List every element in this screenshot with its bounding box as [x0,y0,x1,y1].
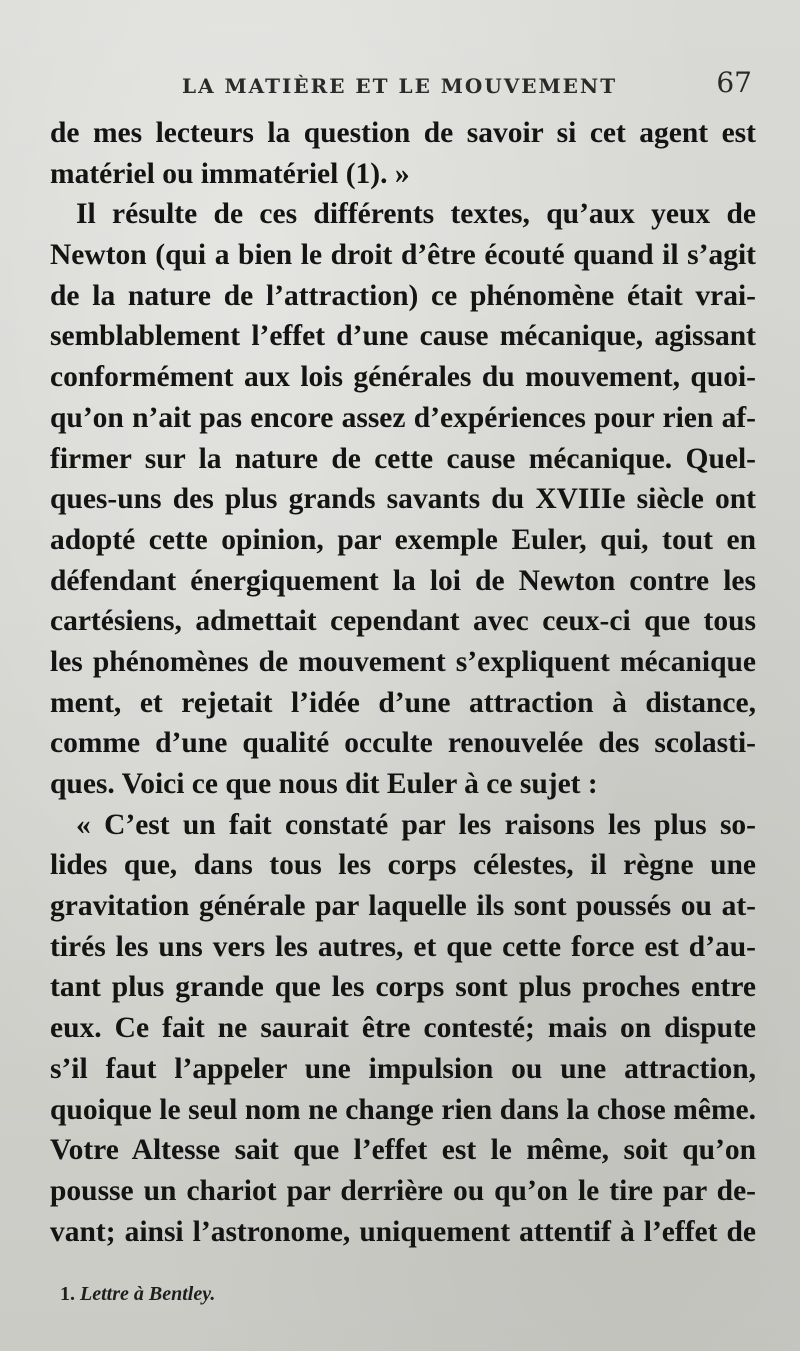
text-line: les phénomènes de mouvement s’expliquent mécanique [50,645,756,678]
text-line: firmer sur la nature de cette cause mécanique. Quel- [50,442,756,475]
text-line: gravitation générale par laquelle ils sont poussés ou at- [50,890,756,923]
text-line: vant; ainsi l’astronome, uniquement attentif à l’effet de [50,1215,756,1248]
text-line: tirés les uns vers les autres, et que cette force est d’au- [50,930,756,963]
text-line: cartésiens, admettait cependant avec ceux-ci que tous [50,605,756,638]
text-line: Newton (qui a bien le droit d’être écouté quand il s’agit [50,239,756,272]
footnote-number: 1. [60,1283,75,1305]
text-line: quoique le seul nom ne change rien dans la chose même. [50,1093,756,1126]
text-line: « C’est un fait constaté par les raisons les plus so- [76,808,756,841]
running-head: LA MATIÈRE ET LE MOUVEMENT [182,74,618,98]
text-line: s’il faut l’appeler une impulsion ou une attraction, [50,1052,756,1085]
text-line: conformément aux lois générales du mouvement, quoi- [50,361,756,394]
text-line: comme d’une qualité occulte renouvelée des scolasti- [50,727,756,760]
text-line: Votre Altesse sait que l’effet est le même, soit qu’on [50,1134,756,1167]
text-line: ques-uns des plus grands savants du XVIIIe siècle ont [50,483,756,516]
text-line: tant plus grande que les corps sont plus proches entre [50,971,756,1004]
text-line: ques. Voici ce que nous dit Euler à ce sujet : [50,768,598,800]
text-line: défendant énergiquement la loi de Newton contre les [50,564,756,597]
text-line: de la nature de l’attraction) ce phénomène était vrai- [50,279,756,312]
text-line: lides que, dans tous les corps célestes, il règne une [50,849,756,882]
page-header [52,66,752,106]
text-line: qu’on n’ait pas encore assez d’expériences pour rien af- [50,401,756,434]
text-line: adopté cette opinion, par exemple Euler, qui, tout en [50,523,756,556]
footnote [60,1283,215,1306]
page-number: 67 [716,66,752,99]
text-line: de mes lecteurs la question de savoir si cet agent est [50,117,756,149]
text-line: pousse un chariot par derrière ou qu’on le tire par de- [50,1174,756,1207]
text-line: ment, et rejetait l’idée d’une attraction à distance, [50,686,756,719]
text-line: matériel ou immatériel (1). » [50,157,410,190]
footnote-text: Lettre à Bentley. [80,1283,216,1305]
text-line: Il résulte de ces différents textes, qu’aux yeux de [76,198,756,231]
body-text [50,113,756,1252]
text-line: semblablement l’effet d’une cause mécanique, agissant [50,320,756,353]
text-line: eux. Ce fait ne saurait être contesté; mais on dispute [50,1012,756,1045]
